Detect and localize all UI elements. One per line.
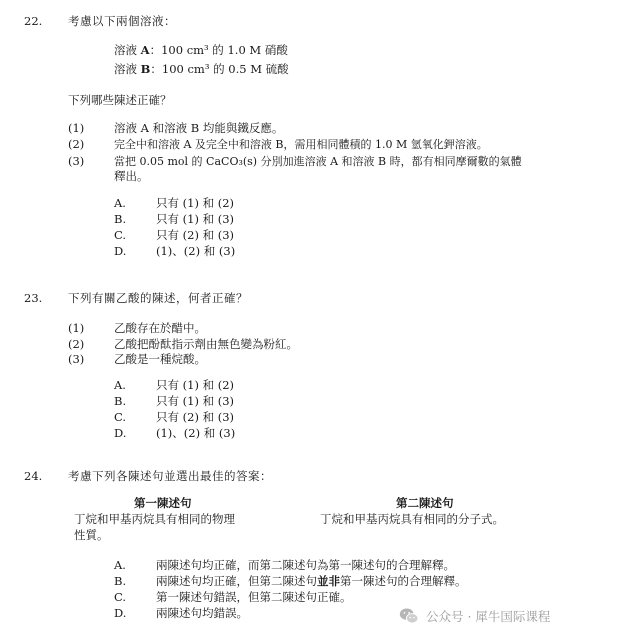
q22-option-text: (1)、(2) 和 (3) bbox=[156, 244, 236, 258]
q22-statement-text-cont: 釋出。 bbox=[114, 169, 149, 183]
q22-option-letter: A. bbox=[114, 196, 126, 210]
first-statement-heading: 第一陳述句 bbox=[134, 496, 192, 510]
solution-b-text: ：100 cm³ 的 0.5 M 硫酸 bbox=[150, 62, 289, 76]
q24-option-letter: C. bbox=[114, 590, 127, 604]
q22-statement-num: (2) bbox=[68, 137, 85, 151]
q22-solution-b bbox=[114, 63, 289, 77]
q24-option-text: 第一陳述句錯誤，但第二陳述句正確。 bbox=[156, 590, 352, 604]
solution-a-label: 溶液 bbox=[114, 43, 137, 57]
q23-statement-num: (1) bbox=[68, 321, 85, 335]
q23-option-letter: C. bbox=[114, 410, 127, 424]
solution-a-text: ：100 cm³ 的 1.0 M 硝酸 bbox=[149, 43, 288, 57]
watermark-text: 公众号 · 犀牛国际课程 bbox=[426, 608, 551, 624]
q22-option-letter: B. bbox=[114, 212, 127, 226]
q22-statement-text: 完全中和溶液 A 及完全中和溶液 B，需用相同體積的 1.0 M 氫氧化鉀溶液。 bbox=[114, 138, 488, 151]
q23-option-letter: B. bbox=[114, 394, 127, 408]
q22-number: 22. bbox=[24, 14, 43, 28]
q23-statement-text: 乙酸存在於醋中。 bbox=[114, 321, 206, 335]
q22-solution-a bbox=[114, 44, 288, 58]
q23-statement-num: (2) bbox=[68, 337, 85, 351]
q23-option-text: (1)、(2) 和 (3) bbox=[156, 426, 236, 440]
second-statement-text: 丁烷和甲基丙烷具有相同的分子式。 bbox=[320, 512, 504, 526]
q22-stem: 考慮以下兩個溶液： bbox=[68, 14, 176, 28]
q23-option-letter: A. bbox=[114, 378, 126, 392]
q22-statement-num: (1) bbox=[68, 121, 85, 135]
q24-stem: 考慮下列各陳述句並選出最佳的答案： bbox=[68, 469, 272, 483]
q24-option-text bbox=[156, 575, 467, 589]
q22-statement-text: 當把 0.05 mol 的 CaCO₃(s) 分別加進溶液 A 和溶液 B 時，都有相同摩爾數的氣體 bbox=[114, 155, 522, 168]
q24-option-b-post: 第一陳述句的合理解釋。 bbox=[340, 574, 467, 588]
q23-stem: 下列有關乙酸的陳述，何者正確？ bbox=[68, 291, 248, 305]
q22-option-letter: D. bbox=[114, 244, 127, 258]
solution-a-letter: A bbox=[140, 43, 150, 57]
q24-option-b-bold: 並非 bbox=[317, 574, 340, 588]
q24-option-text: 兩陳述句均錯誤。 bbox=[156, 606, 248, 620]
q23-statement-text: 乙酸是一種烷酸。 bbox=[114, 352, 206, 366]
q23-statement-num: (3) bbox=[68, 352, 85, 366]
q23-option-letter: D. bbox=[114, 426, 127, 440]
wechat-icon bbox=[398, 605, 420, 627]
solution-b-letter: B bbox=[140, 62, 151, 76]
q23-option-text: 只有 (1) 和 (2) bbox=[156, 378, 235, 392]
q22-option-text: 只有 (1) 和 (2) bbox=[156, 196, 235, 210]
q24-option-letter: A. bbox=[114, 558, 126, 572]
q24-option-letter: D. bbox=[114, 606, 127, 620]
watermark bbox=[398, 602, 613, 630]
q23-statement-text: 乙酸把酚酞指示劑由無色變為粉紅。 bbox=[114, 337, 298, 351]
q22-question: 下列哪些陳述正確？ bbox=[68, 93, 172, 107]
q22-option-text: 只有 (2) 和 (3) bbox=[156, 228, 235, 242]
q22-option-letter: C. bbox=[114, 228, 127, 242]
q23-option-text: 只有 (2) 和 (3) bbox=[156, 410, 235, 424]
q22-statement-text: 溶液 A 和溶液 B 均能與鐵反應。 bbox=[114, 121, 284, 135]
second-statement-heading: 第二陳述句 bbox=[396, 496, 454, 510]
q22-option-text: 只有 (1) 和 (3) bbox=[156, 212, 235, 226]
first-statement-text: 丁烷和甲基丙烷具有相同的物理 bbox=[74, 512, 235, 526]
first-statement-text-cont: 性質。 bbox=[74, 528, 109, 542]
q23-number: 23. bbox=[24, 291, 43, 305]
q24-option-b-pre: 兩陳述句均正確，但第二陳述句 bbox=[156, 574, 317, 588]
q24-number: 24. bbox=[24, 469, 43, 483]
q22-statement-num: (3) bbox=[68, 154, 85, 168]
q24-option-text: 兩陳述句均正確，而第二陳述句為第一陳述句的合理解釋。 bbox=[156, 558, 455, 572]
solution-b-label: 溶液 bbox=[114, 62, 137, 76]
q24-option-letter: B. bbox=[114, 574, 127, 588]
q23-option-text: 只有 (1) 和 (3) bbox=[156, 394, 235, 408]
